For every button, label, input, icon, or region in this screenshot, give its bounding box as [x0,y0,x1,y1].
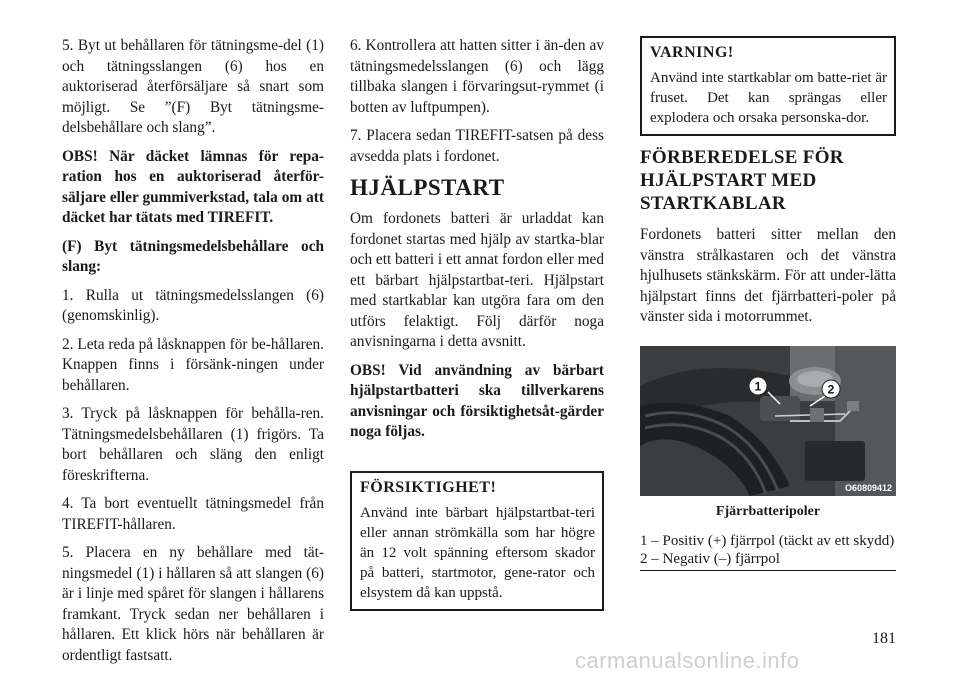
jump-start-intro: Om fordonets batteri är urladdat kan fordonet startas med hjälp av startka-blar och ett batteri i ett annat fordon eller med ett bärbart hjälpstartbat-teri. Hjälpstart med startkablar kan utgöra fara om den utförs felaktigt. Följ därför noga anvisningarna i detta avsnitt. [350,210,604,350]
step-2: 2. Leta reda på låsknappen för be-hållaren. Knappen finns i försänk-ningen under behållaren. [62,335,324,394]
step-7: 7. Placera sedan TIREFIT-satsen på dess avsedda plats i fordonet. [350,127,604,165]
note-tirefit: OBS! När däcket lämnas för repa-ration hos en auktoriserad återför-säljare eller gummiverkstad, tala om att däcket har tätats med TIREFIT. [62,147,324,226]
step-3: 3. Tryck på låsknappen för behålla-ren. Tätningsmedelsbehållaren (1) frigörs. Ta bort behållaren och släng den enligt föreskrifterna. [62,405,324,484]
paragraph-step-5-replace: 5. Byt ut behållaren för tätningsme-del (1) och tätningsslangen (6) hos en auktoriserad återförsäljare så snart som möjligt. Se ”(F) Byt tätningsme-delsbehållare och slang”. [62,37,324,136]
warning-box [640,36,896,136]
note-portable-battery: OBS! Vid användning av bärbart hjälpstartbatteri ska tillverkarens anvisningar och försiktighetsåt-gärder noga följas. [350,361,604,440]
callout-2-label: 2 [827,382,835,396]
warning-title: VARNING! [650,44,734,61]
caution-box [350,471,604,611]
engine-bay-figure [640,346,896,496]
subheading-replace-container: (F) Byt tätningsmedelsbehållare och slang: [62,237,324,275]
battery-location-paragraph: Fordonets batteri sitter mellan den vänstra strålkastaren och det vänstra hjulhusets stänkskärm. För att under-lätta hjälpstart finns det fjärrbatteri-poler på vänster sida i motorrummet. [640,226,896,325]
step-4: 4. Ta bort eventuellt tätningsmedel från TIREFIT-hållaren. [62,495,324,533]
caution-text: Använd inte bärbart hjälpstartbat-teri eller annan strömkälla som har högre än 12 volt spänning eftersom skador på batteri, startmotor, gene-rator och elsystem då kan uppstå. [360,504,595,601]
column-middle [350,36,604,619]
legend-divider [640,570,896,571]
warning-text: Använd inte startkablar om batte-riet är fruset. Det kan sprängas eller explodera och orsaka personska-dor. [650,70,887,126]
column-right [640,36,896,571]
figure-code: O60809412 [844,482,892,493]
callout-1-label: 1 [754,379,762,393]
step-6: 6. Kontrollera att hatten sitter i än-den av tätningsmedelsslangen (6) och lägg tillbaka slangen i förvaringsut-rymmet (i botten av luftpumpen). [350,37,604,116]
step-1: 1. Rulla ut tätningsmedelsslangen (6) (genomskinlig). [62,286,324,324]
figure-caption: Fjärrbatteripoler [715,503,821,519]
engine-bay-illustration [640,346,896,496]
watermark: carmanualsonline.info [575,648,800,673]
page-number: 181 [872,630,896,647]
column-left [62,36,324,674]
legend-positive-terminal: 1 – Positiv (+) fjärrpol (täckt av ett skydd) [640,532,895,549]
section-title-jump-start: HJÄLPSTART [350,175,505,200]
step-5: 5. Placera en ny behållare med tät-ningsmedel (1) i hållaren så att slangen (6) är i linje med spåret för slangen i hållarens framkant. Tryck sedan ner behållaren i hållaren. Ett klick hörs när behållaren är ordentligt fastsatt. [62,544,324,664]
heading-jump-start-preparation: FÖRBEREDELSE FÖR HJÄLPSTART MED STARTKABLAR [640,147,844,214]
caution-title: FÖRSIKTIGHET! [360,478,497,496]
legend-negative-terminal: 2 – Negativ (–) fjärrpol [640,550,780,567]
